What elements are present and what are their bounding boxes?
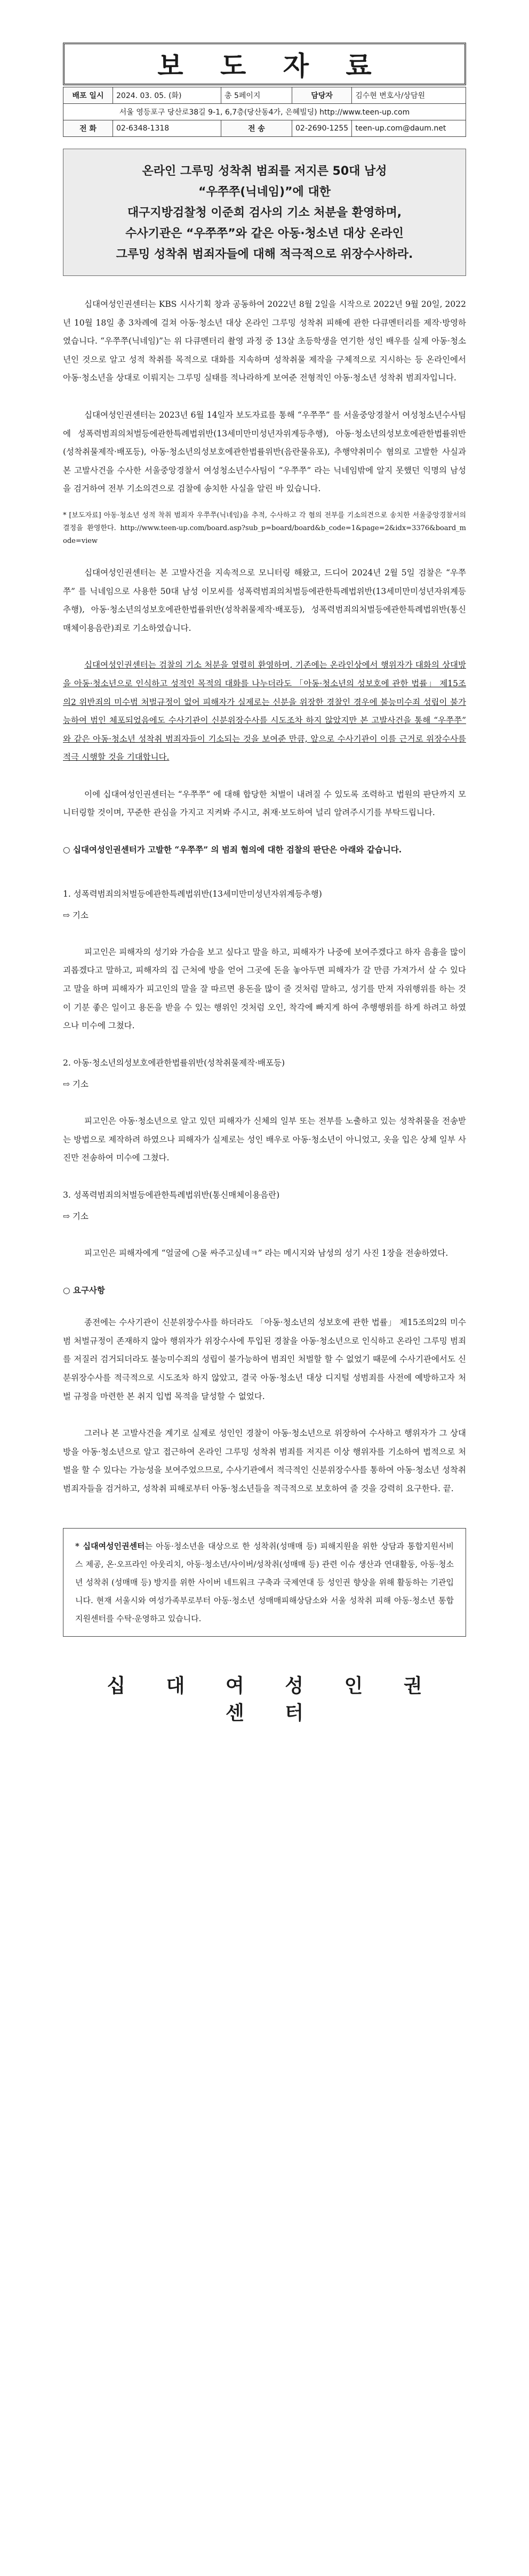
- fax-number: 02-2690-1255: [292, 120, 352, 137]
- footnote: * [보도자료] 아동·청소년 성적 착취 범죄자 우쭈쭈(닉네임)을 추적, 수사하고 각 혐의 전부를 기소의견으로 송치한 서울중앙경찰서의 결정을 환영한다. http://www.teen-up.com/board.asp?sub_p=board/board&b_code=1&page=2&idx=3376&board_mode=view: [63, 511, 466, 545]
- charge-result: ⇨ 기소: [63, 1079, 89, 1090]
- manager-label: 담당자: [292, 87, 352, 104]
- paragraph: 종전에는 수사기관이 신분위장수사를 하더라도 「아동·청소년의 성보호에 관한 법률」 제15조의2의 미수범 처벌규정이 존재하지 않아 행위자가 위장수사에 투입된 경찰을 아동·청소년으로 인식하고 온라인 그루밍 범죄를 저질러 검거되더라도 불능미수죄의 성립이 불가능하여 범죄인 처벌할 할 수 없었기 때문에 수사기관에서도 신분위장수사를 적극적으로 시도조차 하지 않았고, 결국 아동·청소년 대상 디지털 성범죄를 사전에 예방하고자 처벌 규정을 마련한 본 취지 입법 목적을 달성할 수 없었다.: [63, 1318, 466, 1401]
- charge-result: ⇨ 기소: [63, 911, 89, 921]
- fax-label: 전 송: [221, 120, 292, 137]
- charge-text: 피고인은 아동·청소년으로 알고 있던 피해자가 신체의 일부 또는 전부를 노출하고 있는 성착취물을 전송받는 방법으로 제작하려 하였으나 피해자가 실제로는 성인 배우로 아동·청소년이 아니었고, 옷을 입은 상체 일부 사진만 전송하여 미수에 그쳤다.: [63, 1116, 466, 1163]
- note-text: 는 아동·청소년을 대상으로 한 성착취(성매매 등) 피해지원을 위한 상담과 통합지원서비스 제공, 온·오프라인 아웃리치, 아동·청소년/사이버/성착취(성매매 등) 관련 이슈 생산과 연대활동, 아동·청소년 성착취 (성매매 등) 방지를 위한 사이버 네트워크 구축과 국제연대 등 성인권 향상을 위해 활동하는 기관입니다. 현재 서울시와 여성가족부로부터 아동·청소년 성매매피해상담소와 서울 성착취 피해 아동·청소년 통합지원센터를 수탁·운영하고 있습니다.: [75, 1541, 454, 1623]
- headline-line: 그루밍 성착취 범죄자들에 대해 적극적으로 위장수사하라.: [116, 248, 413, 261]
- press-release: [63, 43, 466, 1725]
- headline-line: 수사기관은 “우쭈쭈”와 같은 아동·청소년 대상 온라인: [125, 227, 404, 240]
- charge-title: 3. 성폭력범죄의처벌등에관한특례법위반(통신매체이용음란): [63, 1190, 280, 1200]
- section-heading: ○ 십대여성인권센터가 고발한 “우쭈쭈” 의 범죄 혐의에 대한 검찰의 판단은 아래와 같습니다.: [63, 844, 402, 855]
- info-table: [63, 87, 466, 137]
- charge-title: 1. 성폭력범죄의처벌등에관한특례법위반(13세미만미성년자위계등추행): [63, 889, 322, 899]
- organization-name: 십 대 여 성 인 권 센 터: [107, 1675, 439, 1724]
- paragraph: 그러나 본 고발사건을 계기로 실제로 성인인 경찰이 아동·청소년으로 위장하여 수사하고 행위자가 그 상대방을 아동·청소년으로 알고 접근하여 온라인 그루밍 성착취 범죄를 저지른 이상 행위자를 기소하여 법적으로 처벌을 할 수 있다는 가능성을 보여주었으므로, 수사기관에서 적극적인 신분위장수사를 통하여 아동·청소년 성착취 범죄자들을 검거하고, 성착취 피해로부터 아동·청소년들을 적극적으로 보호하여 줄 것을 강력히 요구한다. 끝.: [63, 1428, 466, 1493]
- release-date-label: 배포 일시: [63, 87, 113, 104]
- note-lead: * 십대여성인권센터: [75, 1541, 145, 1551]
- manager-name: 김수현 변호사/상담원: [352, 87, 466, 104]
- phone-number: 02-6348-1318: [113, 120, 221, 137]
- paragraph: 십대여성인권센터는 2023년 6월 14일자 보도자료를 통해 “우쭈쭈” 를 서울중앙경찰서 여성청소년수사팀에 성폭력범죄의처벌등에관한특례법위반(13세미만미성년자위계등추행), 아동·청소년의성보호에관한법률위반(성착취물제작·배포등), 아동·청소년의성보호에관한법률위반(음란물유포), 추행약취미수 혐의로 고발한 사실과 본 고발사건을 수사한 서울중앙경찰서 여성청소년수사팀이 “우쭈쭈” 라는 닉네임밖에 알지 못했던 익명의 남성을 검거하여 전부 기소의견으로 검찰에 송치한 사실을 알린 바 있습니다.: [63, 410, 466, 494]
- charge-text: 피고인은 피해자의 성기와 가슴을 보고 싶다고 말을 하고, 피해자가 나중에 보여주겠다고 하자 음흉을 많이 괴롭겠다고 말하고, 피해자의 집 근처에 방을 얻어 그곳에 돈을 놓아두면 피해자가 갈 만큼 가져가서 살 수 있다고 말을 하며 피해자가 피고인의 말을 잘 따르면 용돈을 많이 줄 것처럼 말하고, 성기를 만져 자위행위를 하는 것이 기분 좋은 일이고 용돈을 받을 수 있는 행위인 것처럼 오인, 착각에 빠지게 하여 추행행위를 하게 하려고 하였으나 미수에 그쳤다.: [63, 947, 466, 1031]
- page-count: 총 5페이지: [221, 87, 292, 104]
- organization-note: [63, 1528, 466, 1637]
- paragraph: 이에 십대여성인권센터는 “우쭈쭈” 에 대해 합당한 처벌이 내려질 수 있도록 조력하고 법원의 판단까지 모니터링할 것이며, 꾸준한 관심을 가지고 지켜봐 주시고, 취재·보도하여 널리 알려주시기를 부탁드립니다.: [63, 789, 466, 818]
- charge-title: 2. 아동·청소년의성보호에관한법률위반(성착취물제작·배포등): [63, 1058, 285, 1068]
- address: 서울 영등포구 당산로38길 9-1, 6,7층(당산동4가, 은혜빌딩) http://www.teen-up.com: [63, 104, 466, 120]
- headline-line: “우쭈쭈(닉네임)”에 대한: [198, 185, 331, 199]
- charge-result: ⇨ 기소: [63, 1212, 89, 1222]
- paragraph: 십대여성인권센터는 검찰의 기소 처분을 열렬히 환영하며, 기존에는 온라인상에서 행위자가 대화의 상대방을 아동·청소년으로 인식하고 성적인 목적의 대화를 나누더라도 「아동·청소년의 성보호에 관한 법률」 제15조의2 위반죄의 미수범 처벌규정이 없어 피해자가 실제로는 신분을 위장한 경찰인 경우에 불능미수죄 성립이 불가능하여 범인 체포되었음에도 수사기관이 신분위장수사를 시도조차 하지 않았지만 본 고발사건을 통해 “우쭈쭈” 와 같은 아동·청소년 성착취 범죄자들이 기소되는 것을 보여준 만큼, 앞으로 수사기관이 이를 근거로 위장수사를 적극 시행할 것을 기대합니다.: [63, 660, 466, 762]
- document-title: 보 도 자 료: [63, 43, 466, 85]
- paragraph: 십대여성인권센터는 본 고발사건을 지속적으로 모니터링 해왔고, 드디어 2024년 2월 5일 검찰은 “우쭈쭈” 를 닉네임으로 사용한 50대 남성 이모씨를 성폭력범죄의처벌등에관한특례법위반(13세미만미성년자위계등추행), 아동·청소년의성보호에관한법률위반(성착취물제작·배포등), 성폭력범죄의처벌등에관한특례법위반(통신매체이용음란)죄로 기소하였습니다.: [63, 567, 466, 633]
- body-text: [63, 295, 466, 1498]
- headline-box: [63, 149, 466, 276]
- paragraph: 십대여성인권센터는 KBS 시사기획 창과 공동하여 2022년 8월 2일을 시작으로 2022년 9월 20일, 2022년 10월 18일 총 3차례에 걸쳐 아동·청소년 대상 온라인 그루밍 성착취 피해에 관한 다큐멘터리를 제작·방영하였습니다. “우쭈쭈(닉네임)”는 위 다큐멘터리 촬영 과정 중 13살 초등학생을 연기한 성인 배우를 실제 아동·청소년인 것으로 알고 성적 착취를 목적으로 대화를 지속하며 성착취물 제작을 구체적으로 지시하는 등 온라인에서 아동·청소년을 상대로 이뤄지는 그루밍 실태를 적나라하게 보여준 전형적인 아동·청소년 성착취 범죄자입니다.: [63, 299, 466, 383]
- email: teen-up.com@daum.net: [352, 120, 466, 137]
- highlight-paragraph: [63, 656, 466, 767]
- section-heading: ○ 요구사항: [63, 1285, 105, 1295]
- phone-label: 전 화: [63, 120, 113, 137]
- charge-text: 피고인은 피해자에게 “얼굴에 ○물 싸주고싶네ㅋ” 라는 메시지와 남성의 성기 사진 1장을 전송하였다.: [84, 1248, 448, 1258]
- headline-line: 대구지방검찰청 이준희 검사의 기소 처분을 환영하며,: [127, 206, 402, 220]
- headline-line: 온라인 그루밍 성착취 범죄를 저지른 50대 남성: [142, 165, 387, 178]
- release-date: 2024. 03. 05. (화): [113, 87, 221, 104]
